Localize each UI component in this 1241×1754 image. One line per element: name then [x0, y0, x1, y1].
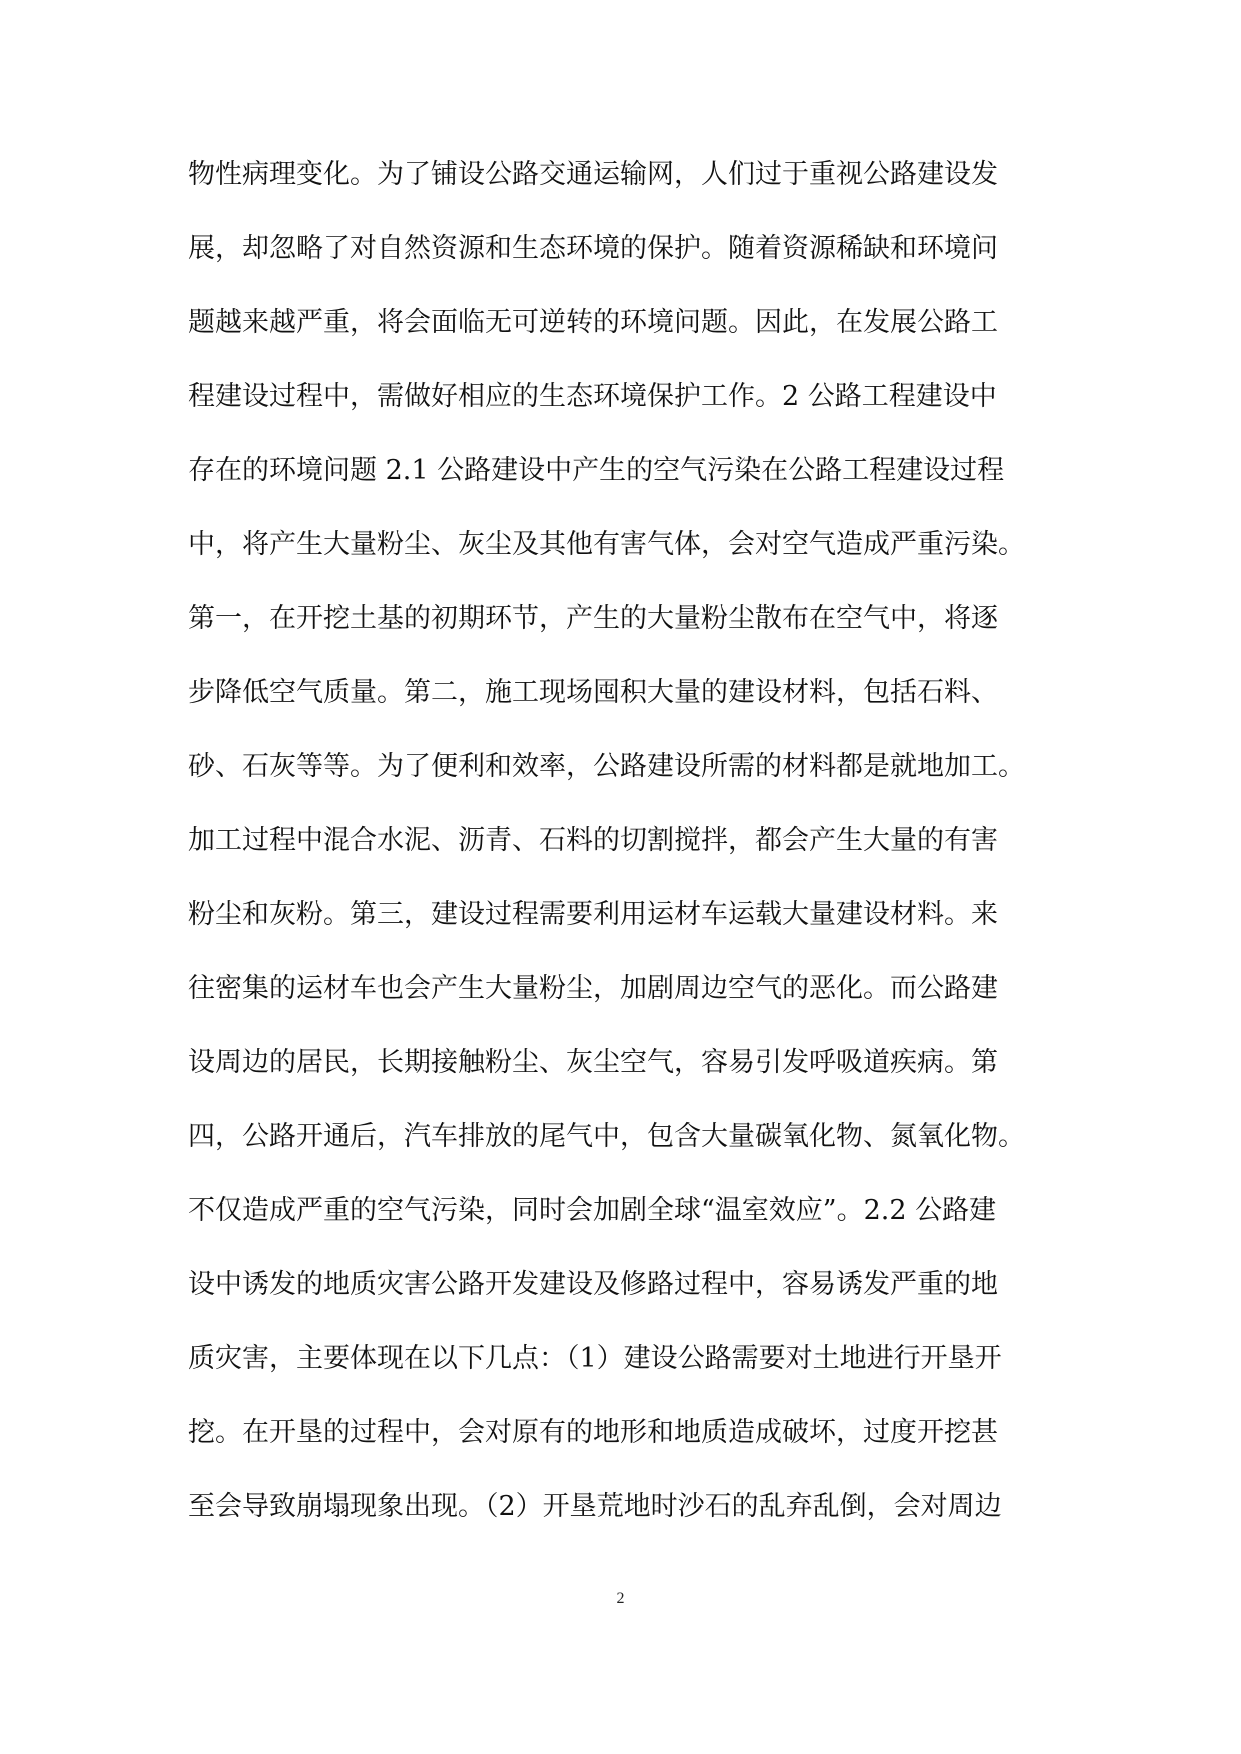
text-line: 往密集的运材车也会产生大量粉尘，加剧周边空气的恶化。而公路建 [188, 973, 998, 1004]
page-number: 2 [616, 1590, 625, 1607]
text-line: 粉尘和灰粉。第三，建设过程需要利用运材车运载大量建设材料。来 [188, 899, 998, 930]
text-line: 设中诱发的地质灾害公路开发建设及修路过程中，容易诱发严重的地 [188, 1269, 998, 1300]
text-line: 四，公路开通后，汽车排放的尾气中，包含大量碳氧化物、氮氧化物。 [188, 1121, 1025, 1152]
text-line: 物性病理变化。为了铺设公路交通运输网，人们过于重视公路建设发 [188, 159, 998, 190]
text-line: 第一，在开挖土基的初期环节，产生的大量粉尘散布在空气中，将逐 [188, 603, 998, 634]
text-line: 展，却忽略了对自然资源和生态环境的保护。随着资源稀缺和环境问 [188, 233, 998, 264]
body-text [188, 138, 1068, 1544]
text-line: 加工过程中混合水泥、沥青、石料的切割搅拌，都会产生大量的有害 [188, 825, 998, 856]
text-line: 步降低空气质量。第二，施工现场囤积大量的建设材料，包括石料、 [188, 677, 998, 708]
text-line: 中，将产生大量粉尘、灰尘及其他有害气体，会对空气造成严重污染。 [188, 529, 1025, 560]
text-line: 不仅造成严重的空气污染，同时会加剧全球“温室效应”。2.2 公路建 [188, 1195, 997, 1226]
text-line: 至会导致崩塌现象出现。（2）开垦荒地时沙石的乱弃乱倒，会对周边 [188, 1491, 1002, 1522]
text-line: 质灾害，主要体现在以下几点：（1）建设公路需要对土地进行开垦开 [188, 1343, 1002, 1374]
text-line: 存在的环境问题 2.1 公路建设中产生的空气污染在公路工程建设过程 [188, 455, 1005, 486]
text-line: 设周边的居民，长期接触粉尘、灰尘空气，容易引发呼吸道疾病。第 [188, 1047, 998, 1078]
text-line: 砂、石灰等等。为了便利和效率，公路建设所需的材料都是就地加工。 [188, 751, 1025, 782]
text-line: 题越来越严重，将会面临无可逆转的环境问题。因此，在发展公路工 [188, 307, 998, 338]
text-line: 程建设过程中，需做好相应的生态环境保护工作。2 公路工程建设中 [188, 381, 997, 412]
text-line: 挖。在开垦的过程中，会对原有的地形和地质造成破坏，过度开挖甚 [188, 1417, 998, 1448]
